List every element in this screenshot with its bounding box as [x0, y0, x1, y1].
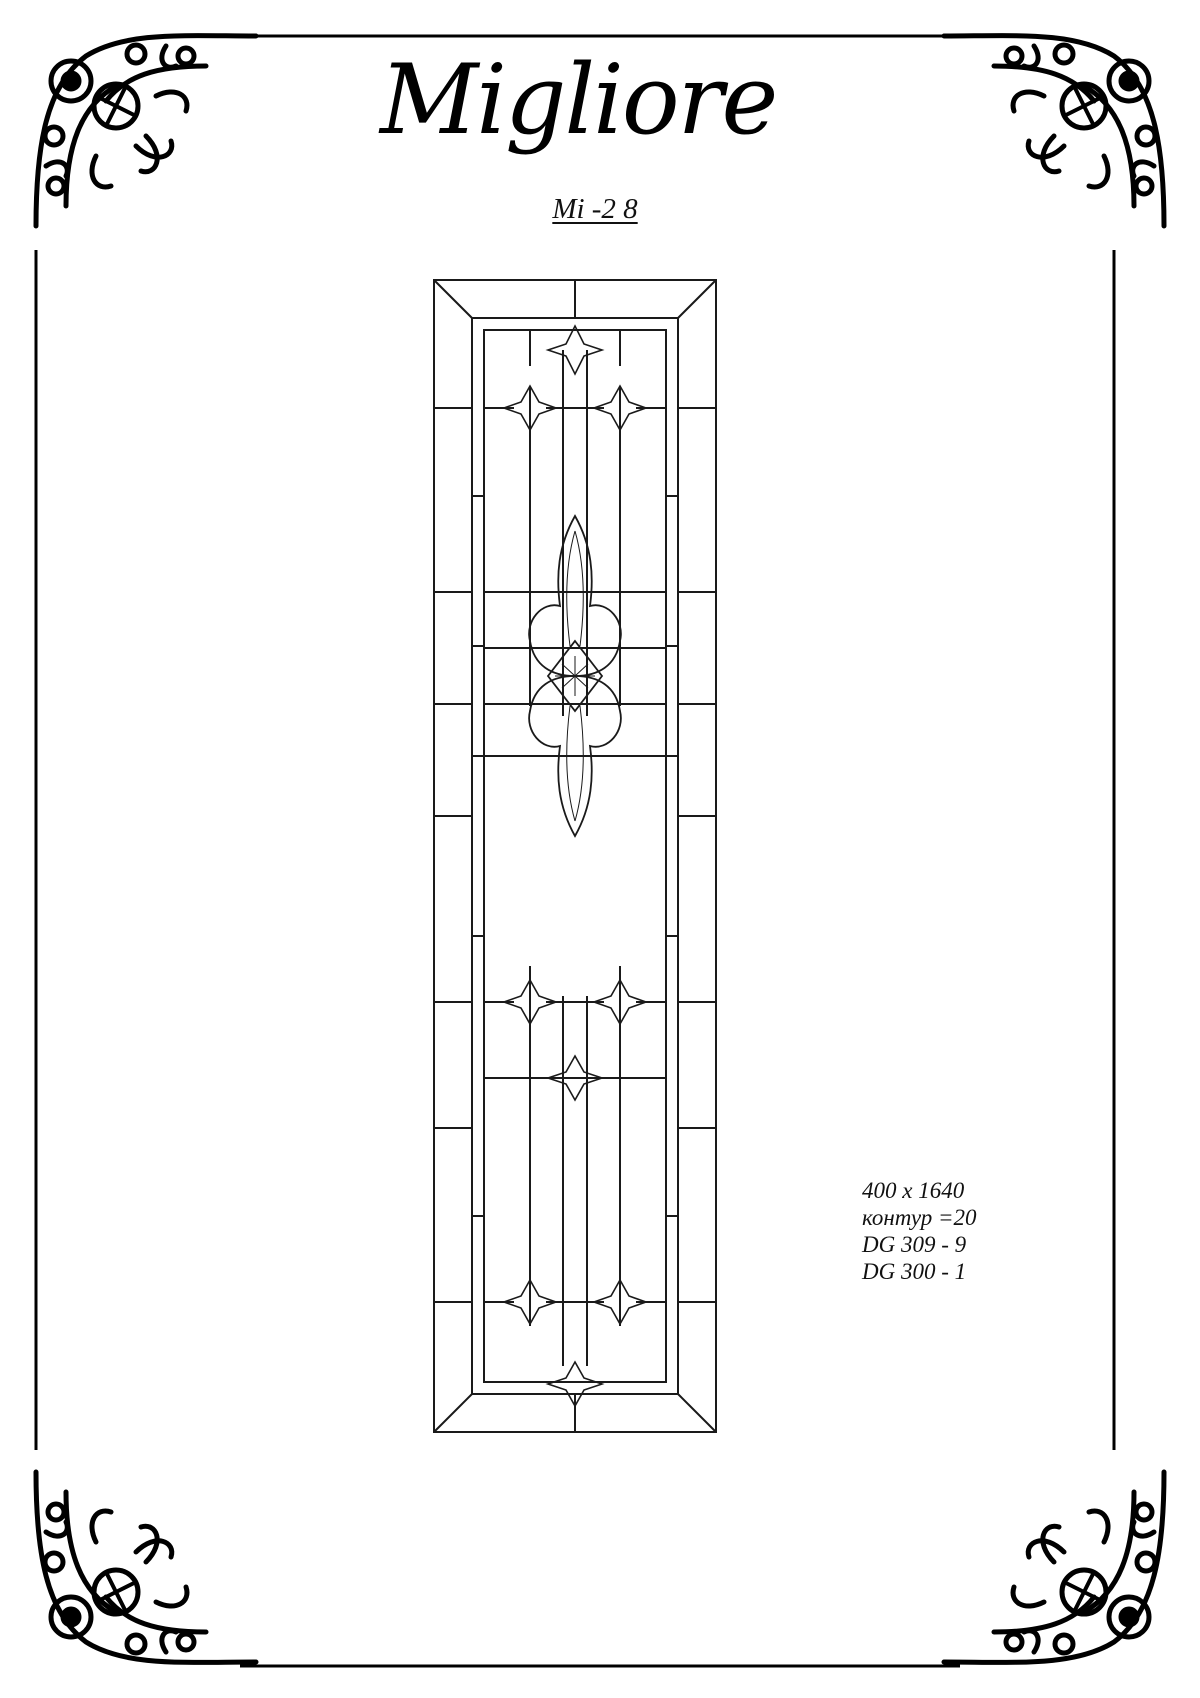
corner-ornament-top-right — [944, 36, 1164, 226]
corner-ornament-bottom-left — [36, 1472, 256, 1662]
spec-contour: контур =20 — [862, 1205, 977, 1230]
spec-block — [862, 1177, 1082, 1285]
model-code: Mi -2 8 — [552, 193, 638, 225]
stained-glass-drawing — [430, 276, 720, 1436]
brand-logo: Migliore — [380, 44, 777, 156]
spec-bevel-1: DG 309 - 9 — [862, 1232, 967, 1257]
spec-dimensions: 400 x 1640 — [862, 1178, 965, 1203]
corner-ornament-top-left — [36, 36, 256, 226]
corner-ornament-bottom-right — [944, 1472, 1164, 1662]
spec-bevel-2: DG 300 - 1 — [862, 1259, 967, 1284]
